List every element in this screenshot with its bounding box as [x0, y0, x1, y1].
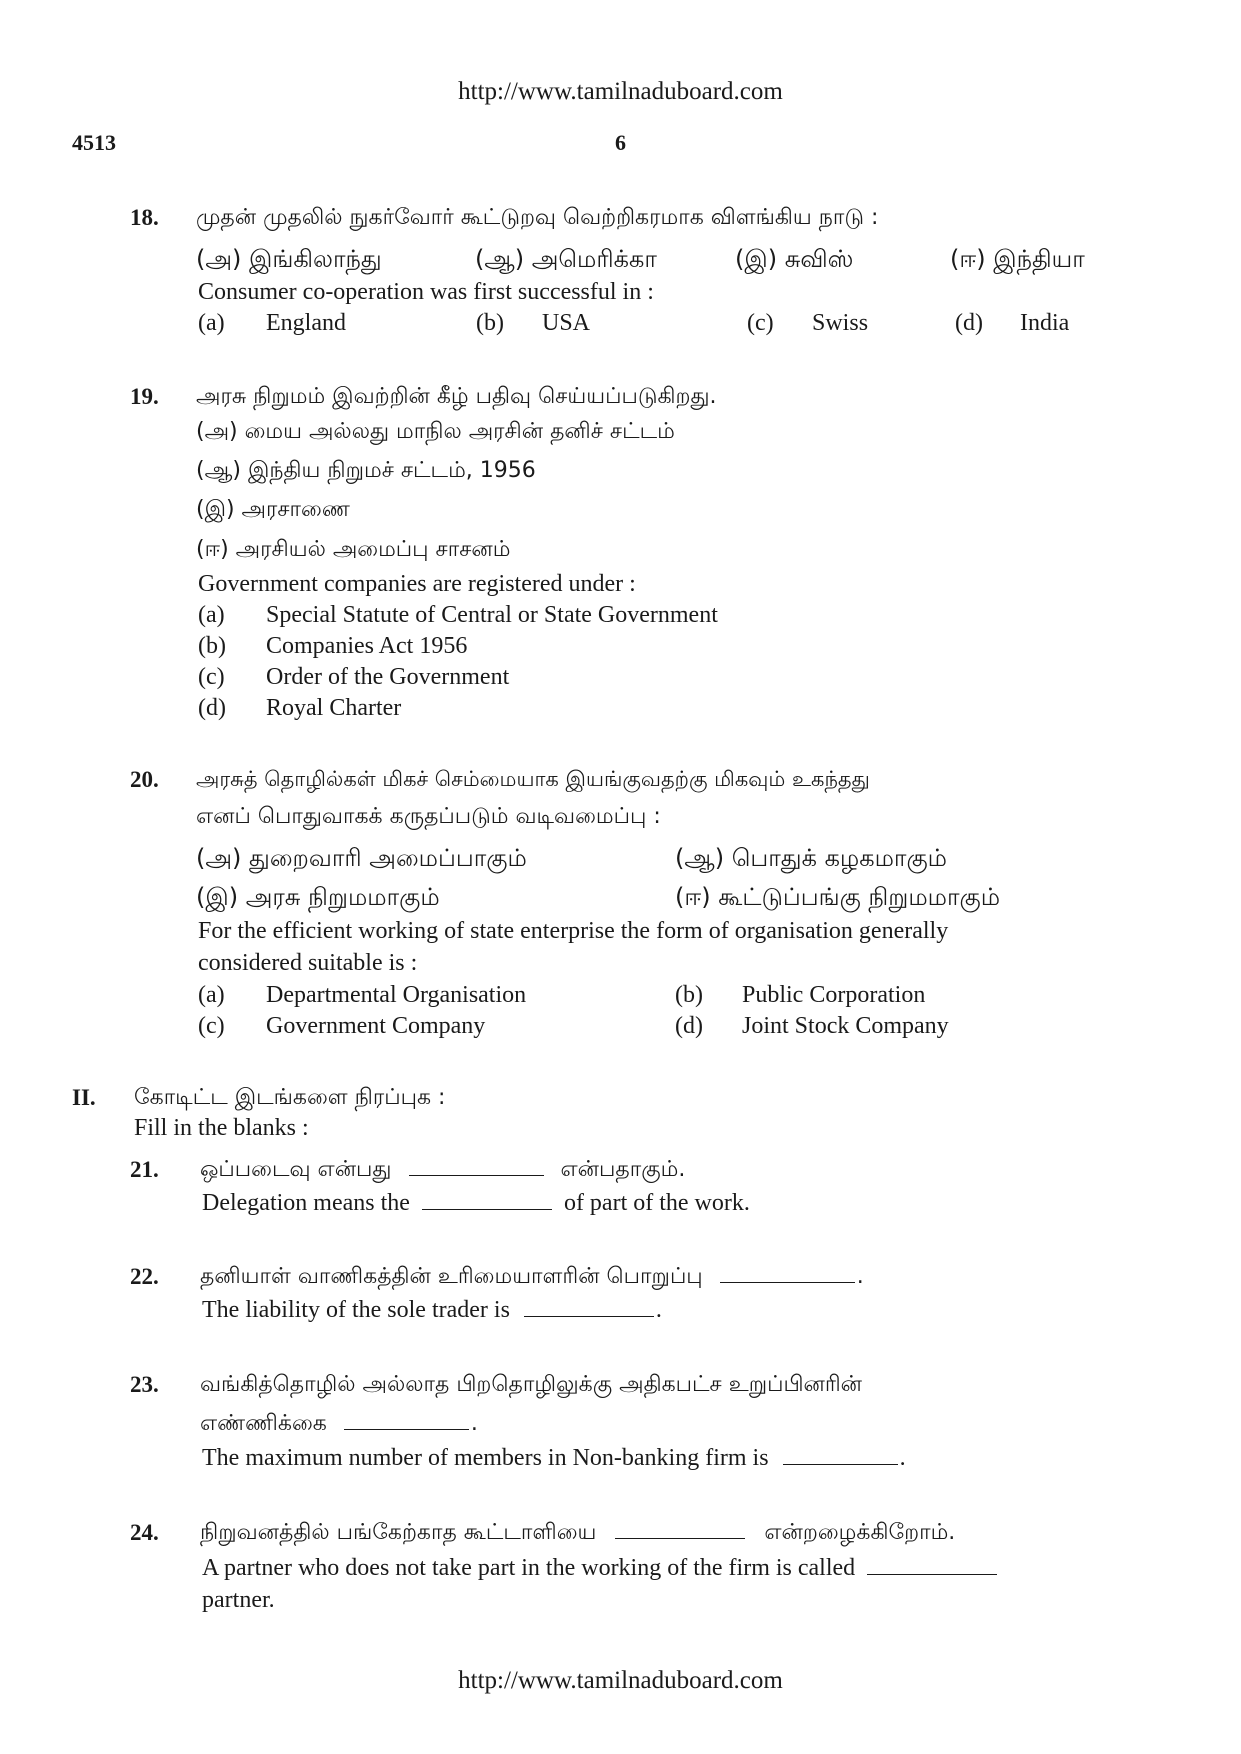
tamil-option-b: (ஆ) அமெரிக்கா — [475, 245, 657, 273]
option-a-letter: (a) — [198, 602, 225, 628]
option-c-text: Swiss — [812, 310, 869, 336]
option-d-letter: (d) — [955, 310, 983, 336]
answer-blank[interactable] — [344, 1411, 469, 1430]
question-number: 18. — [130, 205, 159, 230]
option-a-text: Special Statute of Central or State Government — [266, 602, 718, 628]
header-url: http://www.tamilnaduboard.com — [458, 78, 783, 105]
question-number: 20. — [130, 767, 159, 792]
footer-url: http://www.tamilnaduboard.com — [458, 1667, 783, 1694]
english-question: Consumer co-operation was first successful in : — [198, 279, 654, 305]
tamil-option-c: (இ) அரசு நிறுமமாகும் — [196, 883, 440, 911]
option-c-letter: (c) — [198, 1013, 225, 1039]
english-question-line-1: For the efficient working of state enterprise the form of organisation generally — [198, 918, 949, 944]
option-b-text: USA — [542, 310, 591, 336]
answer-blank[interactable] — [867, 1556, 997, 1575]
tamil-text-after: என்பதாகும். — [560, 1157, 686, 1182]
option-b-letter: (b) — [675, 982, 703, 1008]
question-number: 23. — [130, 1372, 159, 1397]
english-text-after: of part of the work. — [563, 1190, 750, 1216]
option-a-letter: (a) — [198, 310, 225, 336]
option-a-text: Departmental Organisation — [266, 982, 527, 1008]
english-sentence — [202, 1445, 906, 1472]
tamil-question-line-1: வங்கித்தொழில் அல்லாத பிறதொழிலுக்கு அதிகபட்ச உறுப்பினரின் — [200, 1372, 863, 1397]
option-d-text: Joint Stock Company — [742, 1013, 949, 1039]
section-heading: Fill in the blanks : — [134, 1115, 309, 1141]
tamil-option-b: (ஆ) இந்திய நிறுமச் சட்டம், 1956 — [196, 458, 536, 483]
tamil-option-d: (ஈ) அரசியல் அமைப்பு சாசனம் — [196, 537, 511, 562]
option-c-text: Order of the Government — [266, 664, 510, 690]
answer-blank[interactable] — [615, 1520, 745, 1539]
english-text-before: Delegation means the — [202, 1190, 410, 1216]
english-sentence — [202, 1297, 662, 1324]
question-number: 24. — [130, 1520, 159, 1545]
tamil-sentence — [200, 1411, 478, 1439]
tamil-text-after: என்றழைக்கிறோம். — [764, 1520, 956, 1545]
english-sentence — [202, 1190, 750, 1217]
tamil-question-line-1: அரசுத் தொழில்கள் மிகச் செம்மையாக இயங்குவதற்கு மிகவும் உகந்தது — [196, 767, 870, 791]
option-d-letter: (d) — [675, 1013, 703, 1039]
tamil-question: அரசு நிறுமம் இவற்றின் கீழ் பதிவு செய்யப்படுகிறது. — [196, 384, 717, 409]
section-number: II. — [72, 1085, 96, 1110]
english-text-after: partner. — [202, 1587, 275, 1613]
tamil-option-c: (இ) சுவிஸ் — [735, 245, 854, 273]
option-c-letter: (c) — [198, 664, 225, 690]
english-question-line-2: considered suitable is : — [198, 950, 418, 976]
english-sentence-line-1 — [202, 1555, 997, 1582]
page-number: 6 — [615, 130, 626, 155]
tamil-option-a: (அ) துறைவாரி அமைப்பாகும் — [196, 844, 527, 872]
option-b-text: Companies Act 1956 — [266, 633, 468, 659]
question-paper-code: 4513 — [72, 130, 116, 155]
question-number: 21. — [130, 1157, 159, 1182]
option-c-text: Government Company — [266, 1013, 486, 1039]
tamil-text-before: தனியாள் வாணிகத்தின் உரிமையாளரின் பொறுப்பு — [200, 1264, 703, 1289]
question-number: 19. — [130, 384, 159, 409]
option-b-letter: (b) — [476, 310, 504, 336]
option-b-letter: (b) — [198, 633, 226, 659]
tamil-option-a: (அ) மைய அல்லது மாநில அரசின் தனிச் சட்டம் — [196, 419, 675, 444]
answer-blank[interactable] — [783, 1446, 898, 1465]
tamil-option-b: (ஆ) பொதுக் கழகமாகும் — [675, 844, 947, 872]
tamil-sentence — [200, 1520, 955, 1548]
tamil-text-after: . — [470, 1411, 478, 1436]
tamil-sentence — [200, 1264, 864, 1292]
english-text-after: . — [655, 1297, 662, 1323]
english-text-before: The maximum number of members in Non-banking firm is — [202, 1445, 769, 1471]
english-question: Government companies are registered under : — [198, 571, 636, 597]
tamil-text-before: நிறுவனத்தில் பங்கேற்காத கூட்டாளியை — [200, 1520, 597, 1545]
english-text-before: A partner who does not take part in the working of the firm is called — [202, 1555, 856, 1581]
answer-blank[interactable] — [409, 1157, 544, 1176]
answer-blank[interactable] — [720, 1264, 855, 1283]
tamil-option-d: (ஈ) இந்தியா — [950, 245, 1085, 273]
option-b-text: Public Corporation — [742, 982, 926, 1008]
tamil-question-line-2: எனப் பொதுவாகக் கருதப்படும் வடிவமைப்பு : — [196, 804, 661, 829]
tamil-section-heading: கோடிட்ட இடங்களை நிரப்புக : — [134, 1085, 446, 1110]
option-a-letter: (a) — [198, 982, 225, 1008]
english-text-after: . — [899, 1445, 906, 1471]
tamil-question: முதன் முதலில் நுகர்வோர் கூட்டுறவு வெற்றிகரமாக விளங்கிய நாடு : — [196, 205, 879, 230]
option-d-text: Royal Charter — [266, 695, 402, 721]
option-c-letter: (c) — [747, 310, 774, 336]
option-d-letter: (d) — [198, 695, 226, 721]
tamil-text-after: . — [856, 1264, 864, 1289]
tamil-option-a: (அ) இங்கிலாந்து — [196, 245, 382, 273]
question-number: 22. — [130, 1264, 159, 1289]
answer-blank[interactable] — [422, 1191, 552, 1210]
tamil-sentence — [200, 1157, 685, 1185]
tamil-option-d: (ஈ) கூட்டுப்பங்கு நிறுமமாகும் — [675, 883, 1001, 911]
english-text-before: The liability of the sole trader is — [202, 1297, 510, 1323]
tamil-text-before: எண்ணிக்கை — [200, 1411, 327, 1436]
tamil-text-before: ஒப்படைவு என்பது — [200, 1157, 392, 1182]
option-a-text: England — [266, 310, 346, 336]
tamil-option-c: (இ) அரசாணை — [196, 497, 350, 522]
answer-blank[interactable] — [524, 1298, 654, 1317]
option-d-text: India — [1020, 310, 1070, 336]
